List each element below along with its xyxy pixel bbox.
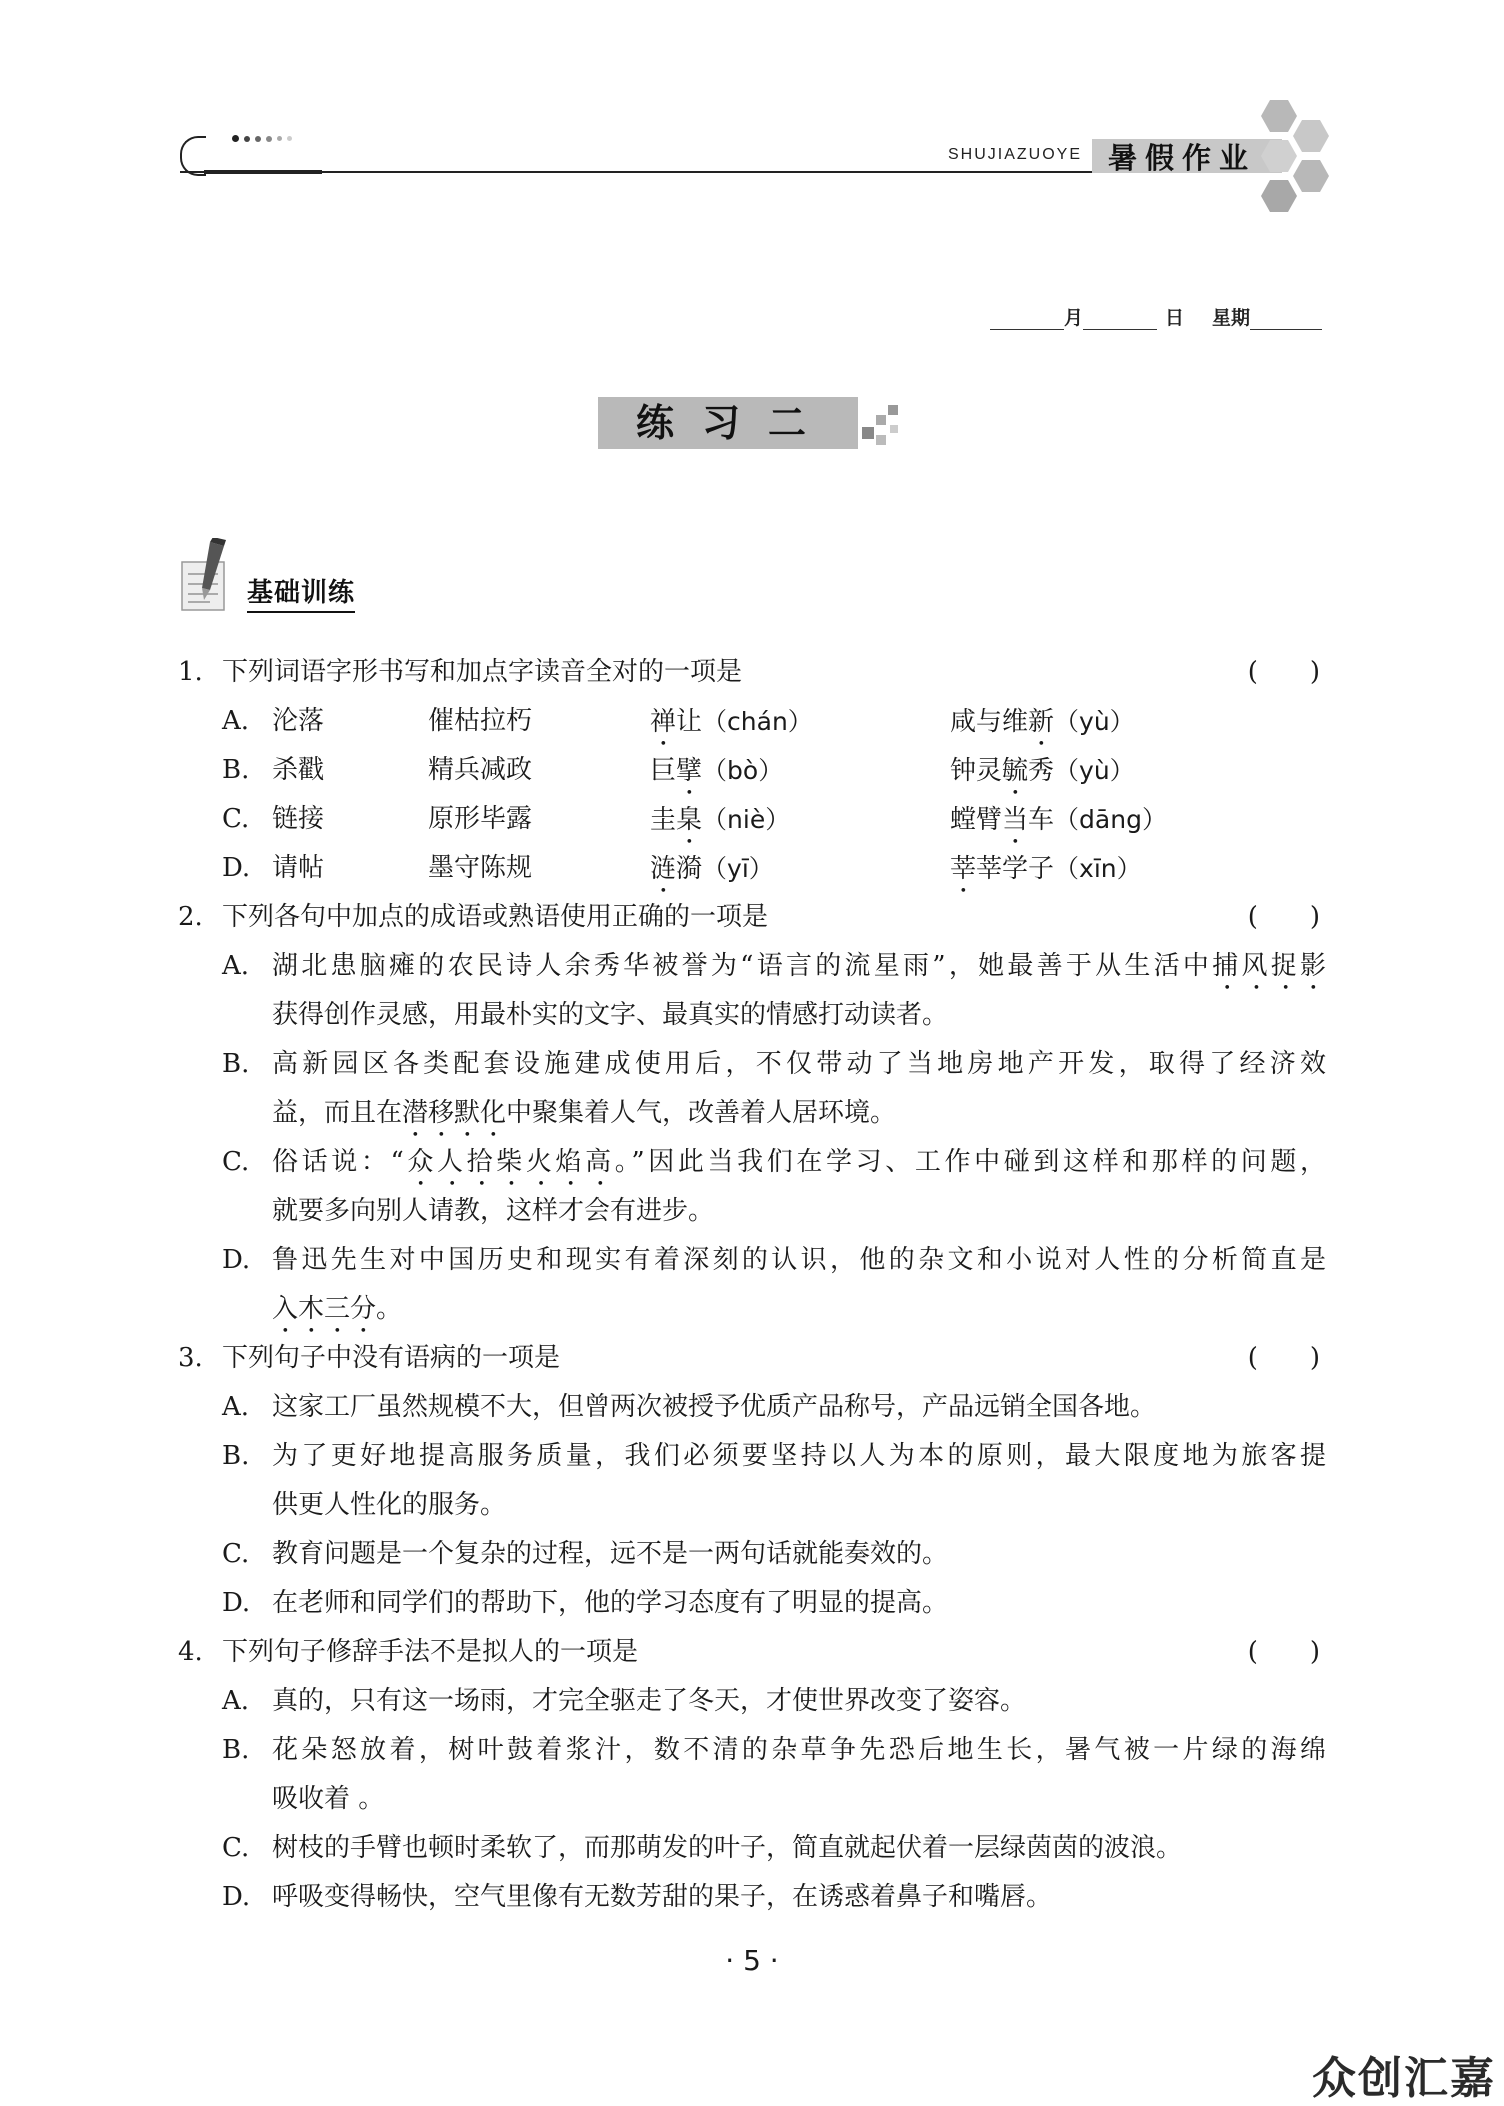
option-text: 在老师和同学们的帮助下，他的学习态度有了明显的提高。 (272, 1588, 949, 1618)
question-number: 1. (178, 657, 203, 687)
option-word: 涟漪（yī） (650, 854, 774, 884)
option-text: 获得创作灵感，用最朴实的文字、最真实的情感打动读者。 (272, 1000, 949, 1030)
option-row (178, 1138, 1326, 1187)
option-letter: A. (222, 706, 250, 736)
option-continuation (178, 1089, 1326, 1138)
option-word: 咸与维新（yù） (950, 707, 1135, 737)
option-row (178, 844, 1326, 893)
question-number: 4. (178, 1637, 203, 1667)
option-letter: C. (222, 1539, 250, 1569)
question-stem (178, 893, 1326, 942)
option-letter: D. (222, 1588, 251, 1618)
option-row (178, 1726, 1326, 1775)
page-number: · 5 · (725, 1944, 779, 1977)
question-stem (178, 1334, 1326, 1383)
option-text: 湖北患脑瘫的农民诗人余秀华被誉为“语言的流星雨”，她最善于从生活中捕风捉影 (272, 951, 1326, 981)
question-text: 下列词语字形书写和加点字读音全对的一项是 (222, 657, 743, 687)
option-letter: B. (222, 755, 250, 785)
option-text: 鲁迅先生对中国历史和现实有着深刻的认识，他的杂文和小说对人性的分析简直是 (272, 1245, 1326, 1275)
question-stem (178, 1628, 1326, 1677)
answer-bracket[interactable]: ( ) (1247, 1343, 1320, 1373)
option-continuation (178, 1285, 1326, 1334)
option-word: 墨守陈规 (428, 853, 533, 883)
option-word: 莘莘学子（xīn） (950, 854, 1142, 884)
question-text: 下列句子中没有语病的一项是 (222, 1343, 561, 1373)
option-row (178, 1040, 1326, 1089)
option-row (178, 942, 1326, 991)
option-row (178, 746, 1326, 795)
option-continuation (178, 1481, 1326, 1530)
header-bracket (180, 136, 206, 176)
day-label: 日 (1164, 307, 1184, 329)
hexagon-cluster-icon (1240, 96, 1340, 220)
option-word: 巨擘（bò） (650, 756, 784, 786)
option-continuation (178, 991, 1326, 1040)
option-text: 花朵怒放着，树叶鼓着浆汁，数不清的杂草争先恐后地生长，暑气被一片绿的海绵 (272, 1735, 1326, 1765)
option-letter: B. (222, 1049, 250, 1079)
option-text: 俗话说：“众人拾柴火焰高。”因此当我们在学习、工作中碰到这样和那样的问题， (272, 1147, 1326, 1177)
checker-squares-icon (862, 405, 904, 449)
option-word: 杀戳 (272, 755, 325, 785)
option-continuation (178, 1187, 1326, 1236)
option-letter: D. (222, 1882, 251, 1912)
month-label: 月 (1063, 307, 1083, 329)
option-letter: A. (222, 951, 250, 981)
option-text: 教育问题是一个复杂的过程，远不是一两句话就能奏效的。 (272, 1539, 949, 1569)
option-word: 催枯拉朽 (428, 706, 533, 736)
answer-bracket[interactable]: ( ) (1247, 657, 1320, 687)
option-text: 呼吸变得畅快，空气里像有无数芳甜的果子，在诱惑着鼻子和嘴唇。 (272, 1882, 1053, 1912)
answer-bracket[interactable]: ( ) (1247, 902, 1320, 932)
option-text: 这家工厂虽然规模不大，但曾两次被授予优质产品称号，产品远销全国各地。 (272, 1392, 1157, 1422)
option-word: 沦落 (272, 706, 325, 736)
weekday-label: 星期 (1211, 307, 1250, 329)
weekday-blank[interactable] (1250, 309, 1322, 330)
option-text: 吸收着 。 (272, 1784, 385, 1814)
option-row (178, 1873, 1326, 1922)
header-title: 暑假作业 (1108, 141, 1257, 175)
option-word: 圭臬（niè） (650, 805, 791, 835)
question-text: 下列各句中加点的成语或熟语使用正确的一项是 (222, 902, 769, 932)
option-letter: C. (222, 804, 250, 834)
month-blank[interactable] (990, 309, 1064, 330)
watermark-logo: 众创汇嘉 (1312, 2053, 1496, 2104)
option-letter: A. (222, 1686, 250, 1716)
option-text: 益，而且在潜移默化中聚集着人气，改善着人居环境。 (272, 1098, 897, 1128)
option-letter: D. (222, 853, 251, 883)
header-dots-decoration (232, 135, 292, 142)
option-word: 螳臂当车（dāng） (950, 805, 1167, 835)
option-row (178, 1530, 1326, 1579)
option-letter: B. (222, 1441, 250, 1471)
option-word: 精兵减政 (428, 755, 533, 785)
header-pinyin: SHUJIAZUOYE (948, 146, 1083, 163)
question-text: 下列句子修辞手法不是拟人的一项是 (222, 1637, 639, 1667)
option-letter: A. (222, 1392, 250, 1422)
option-row (178, 1383, 1326, 1432)
option-word: 链接 (272, 804, 325, 834)
option-letter: B. (222, 1735, 250, 1765)
option-letter: C. (222, 1833, 250, 1863)
option-letter: D. (222, 1245, 251, 1275)
date-line (990, 303, 1322, 330)
section-label: 基础训练 (247, 572, 355, 613)
day-blank[interactable] (1083, 309, 1157, 330)
pencil-notebook-icon (180, 538, 244, 612)
option-word: 原形毕露 (428, 804, 533, 834)
option-continuation (178, 1775, 1326, 1824)
option-row (178, 795, 1326, 844)
option-text: 就要多向别人请教，这样才会有进步。 (272, 1196, 715, 1226)
option-text: 真的，只有这一场雨，才完全驱走了冬天，才使世界改变了姿容。 (272, 1686, 1027, 1716)
option-letter: C. (222, 1147, 250, 1177)
option-text: 高新园区各类配套设施建成使用后，不仅带动了当地房地产开发，取得了经济效 (272, 1049, 1326, 1079)
question-list (178, 648, 1326, 1922)
option-word: 禅让（chán） (650, 707, 813, 737)
option-row (178, 1236, 1326, 1285)
question-number: 2. (178, 902, 203, 932)
option-row (178, 1824, 1326, 1873)
option-row (178, 1677, 1326, 1726)
option-word: 请帖 (272, 853, 325, 883)
option-row (178, 1432, 1326, 1481)
option-word: 钟灵毓秀（yù） (950, 756, 1135, 786)
header-rule-accent (204, 170, 322, 174)
option-text: 入木三分。 (272, 1294, 403, 1324)
option-text: 为了更好地提高服务质量，我们必须要坚持以人为本的原则，最大限度地为旅客提 (272, 1441, 1326, 1471)
option-text: 树枝的手臂也顿时柔软了，而那萌发的叶子，简直就起伏着一层绿茵茵的波浪。 (272, 1833, 1183, 1863)
answer-bracket[interactable]: ( ) (1247, 1637, 1320, 1667)
question-stem (178, 648, 1326, 697)
option-text: 供更人性化的服务。 (272, 1490, 507, 1520)
exercise-title: 练习二 (635, 400, 834, 445)
option-row (178, 1579, 1326, 1628)
option-row (178, 697, 1326, 746)
question-number: 3. (178, 1343, 203, 1373)
